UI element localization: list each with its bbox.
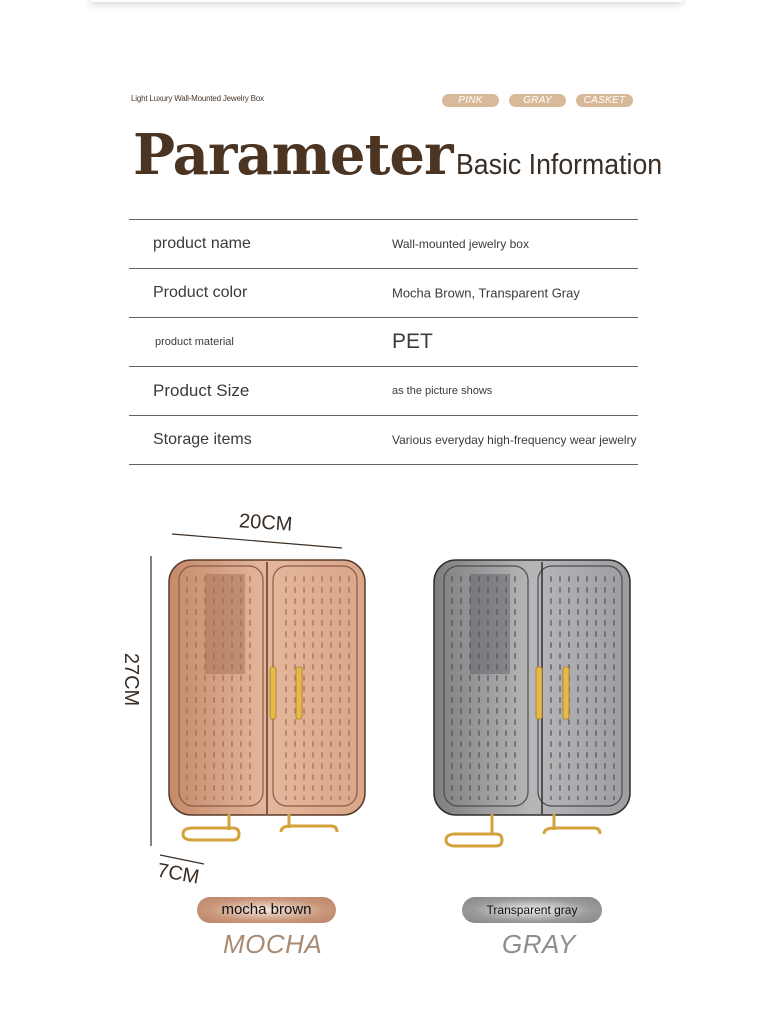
parameter-label: Product Size xyxy=(153,381,250,400)
gray-pill xyxy=(462,897,602,923)
parameter-value: Various everyday high-frequency wear jewelry xyxy=(392,433,637,447)
parameter-value: PET xyxy=(392,330,433,353)
product-subtitle: Light Luxury Wall-Mounted Jewelry Box xyxy=(131,94,264,103)
gray-pill-label: Transparent gray xyxy=(486,903,578,917)
tag-gray: GRAY xyxy=(509,94,566,107)
parameter-value: Mocha Brown, Transparent Gray xyxy=(392,285,580,301)
parameter-value: Wall-mounted jewelry box xyxy=(392,237,529,251)
depth-label: 7CM xyxy=(155,859,201,889)
mocha-pill xyxy=(197,897,336,923)
parameter-label: product name xyxy=(153,235,251,252)
section-title: Basic Information xyxy=(456,149,663,181)
tag-casket: CASKET xyxy=(576,94,633,107)
mocha-name: MOCHA xyxy=(223,929,323,959)
width-label: 20CM xyxy=(238,510,294,536)
parameter-label: product material xyxy=(155,336,234,348)
tag-pink: PINK xyxy=(442,94,499,107)
page-title: Parameter xyxy=(133,122,453,188)
parameter-label: Storage items xyxy=(153,431,252,448)
parameter-label: Product color xyxy=(153,284,248,301)
gray-box-image xyxy=(430,552,640,852)
gray-name: GRAY xyxy=(502,929,576,959)
parameter-value: as the picture shows xyxy=(392,385,493,397)
mocha-pill-label: mocha brown xyxy=(221,901,312,918)
height-label: 27CM xyxy=(120,652,143,707)
mocha-box-image xyxy=(165,552,375,852)
